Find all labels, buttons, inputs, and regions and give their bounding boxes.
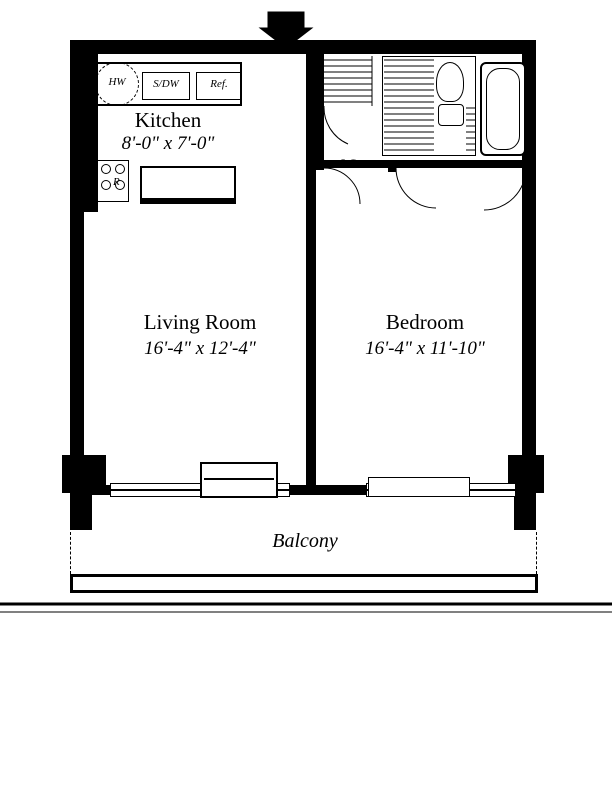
sliding-door-bedroom	[368, 477, 470, 497]
kitchen-island	[140, 166, 236, 200]
wall-closet-right	[388, 160, 396, 172]
balcony-rail-left-cap	[70, 574, 73, 593]
bathtub-inner	[486, 68, 520, 150]
balcony-rail-right-cap	[535, 574, 538, 593]
wall-bath-left	[316, 40, 324, 170]
toilet	[436, 62, 464, 102]
bedroom-name: Bedroom	[385, 310, 465, 334]
living-room-dims: 16'-4" x 12'-4"	[144, 338, 256, 359]
kitchen-dims: 8'-0" x 7'-0"	[121, 133, 215, 154]
burner-2-icon	[115, 164, 125, 174]
wall-bottom-center	[286, 485, 368, 495]
refrigerator-label: Ref.	[210, 78, 228, 90]
bedroom-dims: 16'-4" x 11'-10"	[365, 338, 485, 359]
linen-closet-label: LC	[340, 156, 356, 171]
wall-left-exterior	[70, 40, 84, 500]
burner-3-icon	[101, 180, 111, 190]
sink-dishwasher-label: S/DW	[153, 78, 179, 90]
entry-marker	[270, 40, 310, 54]
sink-basin	[438, 104, 464, 126]
sliding-door-living-track	[204, 478, 274, 480]
range-label: R	[113, 176, 120, 188]
kitchen-name: Kitchen	[134, 108, 202, 132]
kitchen-counter-upper	[96, 62, 242, 64]
wall-bath-bottom	[396, 160, 526, 168]
burner-1-icon	[101, 164, 111, 174]
living-room-name: Living Room	[143, 310, 257, 334]
wall-pier-left-lower	[70, 488, 92, 530]
hot-water-heater-label: HW	[108, 76, 126, 88]
balcony-name: Balcony	[272, 530, 338, 552]
kitchen-counter-right	[240, 64, 242, 106]
wall-top-left	[70, 40, 270, 54]
wall-top-right	[310, 40, 536, 54]
balcony-rail-inner	[70, 590, 538, 593]
balcony-rail-outer	[70, 574, 538, 577]
balcony-edge-right	[536, 532, 537, 574]
wall-pier-right-lower	[514, 488, 536, 530]
kitchen-island-edge	[140, 200, 236, 204]
wall-center-partition	[306, 40, 316, 495]
kitchen-counter-top	[96, 104, 242, 106]
sliding-door-living-room	[200, 462, 278, 498]
balcony-edge-left	[70, 532, 71, 574]
